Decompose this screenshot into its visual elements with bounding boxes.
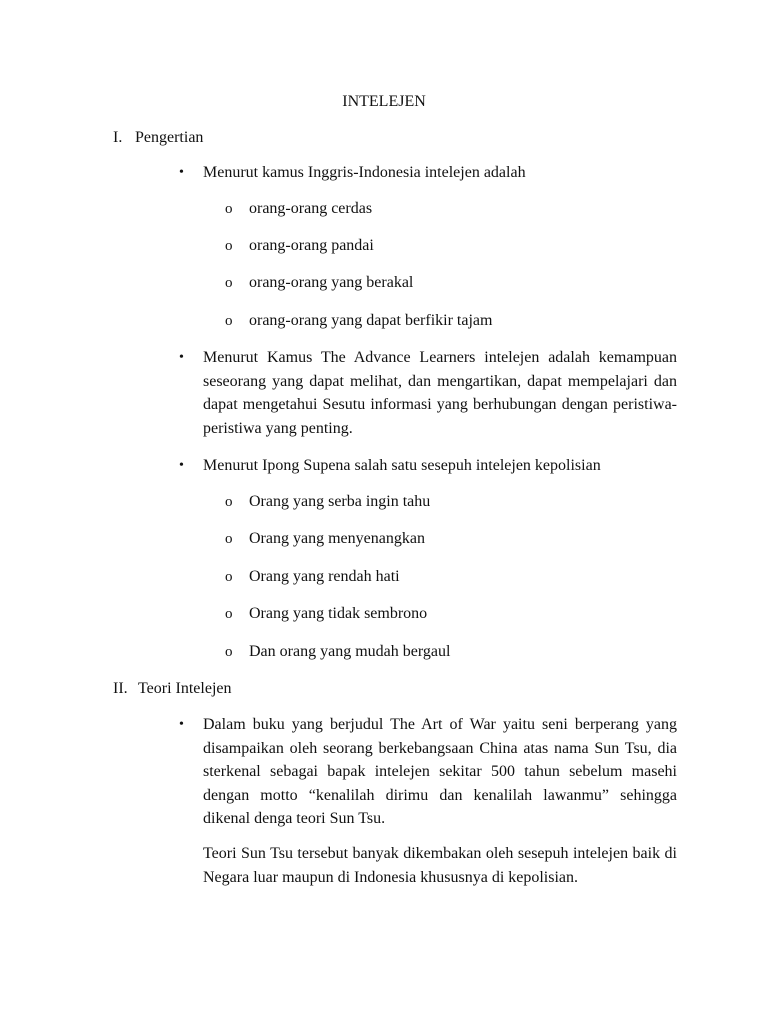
subitem-marker: o <box>225 201 233 217</box>
subitem-marker: o <box>225 644 233 660</box>
sub-list-item: orang-orang cerdas <box>249 200 373 217</box>
subitem-marker: o <box>225 531 233 547</box>
document-title: INTELEJEN <box>342 93 426 110</box>
sub-list-item: orang-orang pandai <box>249 237 374 254</box>
sub-list-item: Dan orang yang mudah bergaul <box>249 643 451 660</box>
sub-list-item: Orang yang menyenangkan <box>249 530 425 547</box>
section-title: Pengertian <box>135 129 204 146</box>
section-number: I. <box>113 129 123 146</box>
subitem-marker: o <box>225 569 233 585</box>
bullet-marker: • <box>179 350 184 365</box>
bullet-marker: • <box>179 717 184 732</box>
subitem-marker: o <box>225 275 233 291</box>
list-item: Menurut Ipong Supena salah satu sesepuh intelejen kepolisian <box>203 457 601 474</box>
section-heading-teori-intelejen <box>113 678 232 700</box>
subitem-marker: o <box>225 238 233 254</box>
list-item: Menurut kamus Inggris-Indonesia intelejen adalah <box>203 164 526 181</box>
list-item: Menurut Kamus The Advance Learners intelejen adalah kemampuan seseorang yang dapat melihat, dan mengartikan, dapat mempelajari dan dapat mengetahui Sesutu informasi yang berhubungan dengan peristiwa-peristiwa yang penting. <box>203 349 677 437</box>
sub-list-item: orang-orang yang berakal <box>249 274 414 291</box>
section-heading-pengertian <box>113 127 203 149</box>
sub-list-item: Orang yang rendah hati <box>249 568 400 585</box>
subitem-marker: o <box>225 494 233 510</box>
paragraph: Teori Sun Tsu tersebut banyak dikembakan oleh sesepuh intelejen baik di Negara luar maupun di Indonesia khususnya di kepolisian. <box>203 845 677 886</box>
bullet-marker: • <box>179 165 184 180</box>
list-item: Dalam buku yang berjudul The Art of War yaitu seni berperang yang disampaikan oleh seorang berkebangsaan China atas nama Sun Tsu, dia sterkenal sebagai bapak intelejen sekitar 500 tahun sebelum masehi dengan motto “kenalilah dirimu dan kenalilah lawanmu” sehingga dikenal denga teori Sun Tsu. <box>203 716 677 827</box>
subitem-marker: o <box>225 313 233 329</box>
section-number: II. <box>113 680 128 697</box>
sub-list-item: Orang yang tidak sembrono <box>249 605 428 622</box>
sub-list-item: orang-orang yang dapat berfikir tajam <box>249 312 493 329</box>
sub-list-item: Orang yang serba ingin tahu <box>249 493 431 510</box>
subitem-marker: o <box>225 606 233 622</box>
bullet-marker: • <box>179 458 184 473</box>
section-title: Teori Intelejen <box>138 680 232 697</box>
